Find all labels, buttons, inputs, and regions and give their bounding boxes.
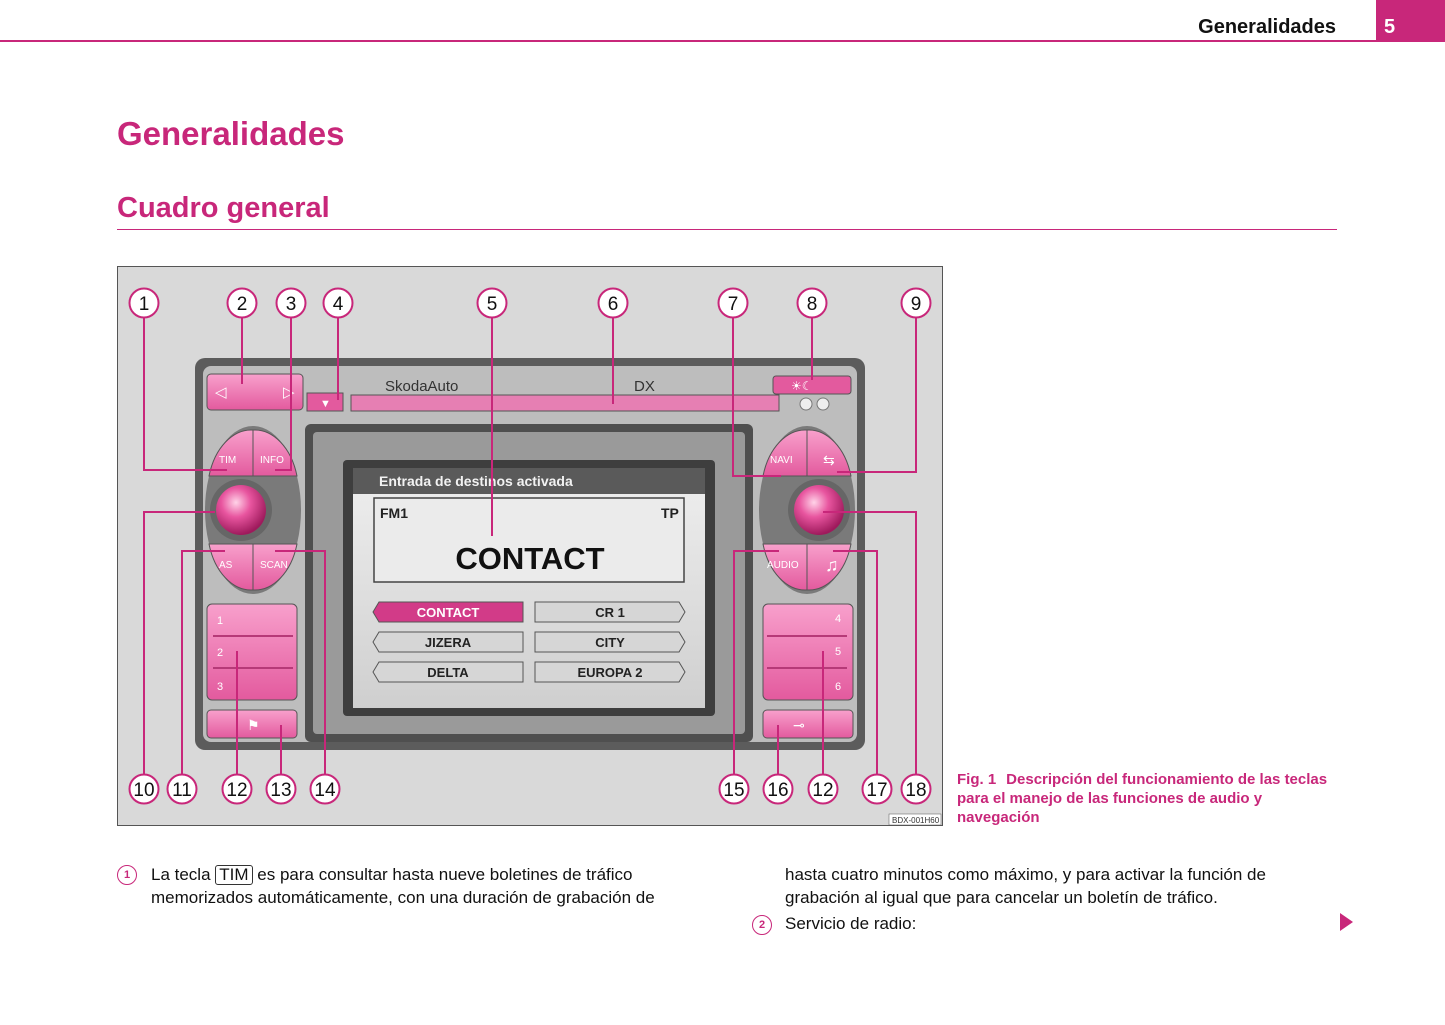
callout-16: 16 xyxy=(767,780,789,801)
station-list-item: JIZERA xyxy=(424,635,472,650)
figure-code: BDX-001H60 xyxy=(892,816,940,825)
as-label: AS xyxy=(219,560,233,571)
next-page-arrow-icon xyxy=(1340,913,1353,931)
station-list-item: CONTACT xyxy=(416,605,480,620)
section-title: Cuadro general xyxy=(117,192,330,224)
preset-5-label: 5 xyxy=(835,646,842,658)
key-button xyxy=(763,710,853,738)
running-header: Generalidades xyxy=(1198,16,1336,38)
item-1-text: La tecla xyxy=(151,865,211,884)
audio-label: AUDIO xyxy=(767,560,799,571)
item-number-1: 1 xyxy=(117,865,137,885)
callout-5: 5 xyxy=(486,294,498,315)
item-1-line-3: hasta cuatro minutos como máximo, y para activar la función de xyxy=(785,865,1266,884)
station-list-item: CITY xyxy=(595,635,625,650)
callout-10: 10 xyxy=(133,780,155,801)
station-list-item: DELTA xyxy=(427,665,469,680)
volume-knob xyxy=(216,485,266,535)
status-text: Entrada de destinos activada xyxy=(379,473,573,489)
figure-caption-text: Descripción del funcionamiento de las teclas para el manejo de las funciones de audio y navegación xyxy=(957,771,1328,826)
page-number: 5 xyxy=(1384,16,1396,38)
model-label: DX xyxy=(634,378,655,395)
menu-knob xyxy=(794,485,844,535)
chapter-title: Generalidades xyxy=(117,115,345,152)
preset-4-label: 4 xyxy=(835,613,842,625)
item-1-paragraph xyxy=(151,863,711,909)
callout-8: 8 xyxy=(806,294,818,315)
section-rule xyxy=(117,229,1337,230)
tp-label: TP xyxy=(661,505,679,521)
station-list-item: CR 1 xyxy=(595,605,625,620)
station-name: CONTACT xyxy=(455,541,605,576)
seek-right-icon: ▷ xyxy=(283,384,295,401)
callout-13: 13 xyxy=(270,780,292,801)
radio-figure xyxy=(117,266,943,826)
item-1-text: es para consultar hasta nueve boletines de tráfico xyxy=(257,865,633,884)
cd-slot xyxy=(351,395,779,411)
header-rule xyxy=(0,40,1445,42)
preset-1-label: 1 xyxy=(217,615,224,627)
callout-12: 12 xyxy=(226,780,248,801)
brand-label: SkodaAuto xyxy=(385,378,459,395)
callout-11: 11 xyxy=(172,780,192,801)
info-label: INFO xyxy=(260,455,284,466)
callout-15: 15 xyxy=(723,780,745,801)
station-list-item: EUROPA 2 xyxy=(577,665,643,680)
figure-label: Fig. 1 xyxy=(957,771,997,788)
callout-1: 1 xyxy=(138,294,150,315)
key-icon: ⊸ xyxy=(793,717,805,733)
eject-icon: ▼ xyxy=(320,398,331,410)
callout-9: 9 xyxy=(910,294,922,315)
page-number-tab xyxy=(1376,0,1445,42)
preset-2-label: 2 xyxy=(217,647,224,659)
seek-left-icon: ◁ xyxy=(215,384,227,401)
tim-label: TIM xyxy=(219,455,237,466)
scan-label: SCAN xyxy=(260,560,288,571)
item-2-paragraph: Servicio de radio: xyxy=(785,914,917,933)
radio-illustration xyxy=(117,266,943,826)
callout-6: 6 xyxy=(607,294,619,315)
item-number-2: 2 xyxy=(752,915,772,935)
callout-2: 2 xyxy=(236,294,248,315)
callout-18: 18 xyxy=(905,780,927,801)
preset-6-label: 6 xyxy=(835,681,842,693)
flag-icon: ⚑ xyxy=(247,717,260,733)
figure-caption xyxy=(957,770,1337,827)
item-1-line-1 xyxy=(151,863,711,886)
indicator-led xyxy=(817,398,829,410)
music-note-icon: ♫ xyxy=(825,555,839,575)
callout-17: 17 xyxy=(866,780,888,801)
day-night-icon: ☀☾ xyxy=(791,379,813,393)
item-1-line-2: memorizados automáticamente, con una duración de grabación de xyxy=(151,888,655,907)
tim-key: TIM xyxy=(215,865,252,885)
indicator-led xyxy=(800,398,812,410)
callout-7: 7 xyxy=(727,294,739,315)
item-1-line-4: grabación al igual que para cancelar un boletín de tráfico. xyxy=(785,888,1218,907)
callout-3: 3 xyxy=(285,294,297,315)
callout-12-right: 12 xyxy=(812,780,834,801)
preset-3-label: 3 xyxy=(217,681,224,693)
navi-label: NAVI xyxy=(770,455,793,466)
band-label: FM1 xyxy=(380,505,408,521)
route-icon: ⇆ xyxy=(823,452,835,468)
callout-14: 14 xyxy=(314,780,336,801)
item-1-continuation xyxy=(785,863,1345,909)
callout-4: 4 xyxy=(332,294,344,315)
